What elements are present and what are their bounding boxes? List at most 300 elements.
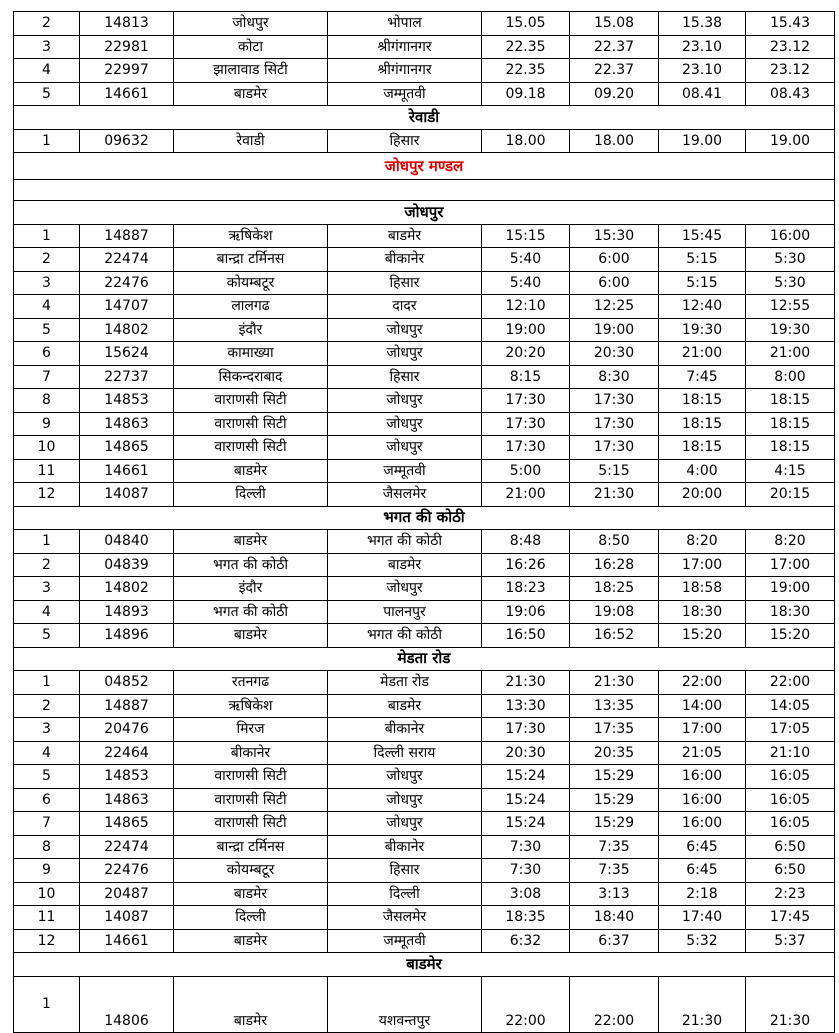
return-arrival-cell: 21:30 — [659, 976, 746, 1032]
departure-time-cell: 09.20 — [570, 82, 659, 106]
to-station-cell: हिसार — [328, 859, 482, 883]
to-station-cell: बीकानेर — [328, 835, 482, 859]
to-station-cell: बीकानेर — [328, 718, 482, 742]
serial-number-cell: 11 — [14, 459, 80, 483]
from-station-cell: कोटा — [174, 35, 328, 59]
from-station-cell: बाडमेर — [174, 530, 328, 554]
serial-number-cell: 5 — [14, 82, 80, 106]
departure-time-cell: 18.00 — [570, 129, 659, 153]
return-departure-cell: 19.00 — [746, 129, 835, 153]
train-number-cell: 14863 — [80, 412, 174, 436]
arrival-time-cell: 6:32 — [482, 929, 570, 953]
return-departure-cell: 5:30 — [746, 271, 835, 295]
serial-number-cell: 12 — [14, 483, 80, 507]
train-number-cell: 22476 — [80, 859, 174, 883]
from-station-cell: भगत की कोठी — [174, 553, 328, 577]
return-departure-cell: 6:50 — [746, 835, 835, 859]
serial-number-cell: 2 — [14, 694, 80, 718]
return-departure-cell: 14:05 — [746, 694, 835, 718]
departure-time-cell: 17:35 — [570, 718, 659, 742]
return-departure-cell: 17:00 — [746, 553, 835, 577]
from-station-cell: वाराणसी सिटी — [174, 436, 328, 460]
to-station-cell: बाडमेर — [328, 224, 482, 248]
arrival-time-cell: 22.35 — [482, 35, 570, 59]
return-arrival-cell: 20:00 — [659, 483, 746, 507]
serial-number-cell: 5 — [14, 765, 80, 789]
return-departure-cell: 21:30 — [746, 976, 835, 1032]
to-station-cell: जोधपुर — [328, 812, 482, 836]
to-station-cell: जोधपुर — [328, 389, 482, 413]
from-station-cell: बाडमेर — [174, 82, 328, 106]
return-departure-cell: 16:05 — [746, 765, 835, 789]
arrival-time-cell: 18.00 — [482, 129, 570, 153]
return-arrival-cell: 19:30 — [659, 318, 746, 342]
table-row — [14, 530, 835, 554]
table-row — [14, 553, 835, 577]
table-row — [14, 882, 835, 906]
return-arrival-cell: 5:32 — [659, 929, 746, 953]
departure-time-cell: 15.08 — [570, 12, 659, 36]
return-arrival-cell: 21:05 — [659, 741, 746, 765]
return-arrival-cell: 8:20 — [659, 530, 746, 554]
return-departure-cell: 12:55 — [746, 295, 835, 319]
arrival-time-cell: 18:23 — [482, 577, 570, 601]
station-heading: भगत की कोठी — [14, 506, 835, 530]
return-departure-cell: 18:30 — [746, 600, 835, 624]
return-departure-cell: 08.43 — [746, 82, 835, 106]
return-arrival-cell: 18:15 — [659, 412, 746, 436]
return-departure-cell: 18:15 — [746, 436, 835, 460]
from-station-cell: दिल्ली — [174, 906, 328, 930]
train-number-cell: 22464 — [80, 741, 174, 765]
departure-time-cell: 3:13 — [570, 882, 659, 906]
from-station-cell: जोधपुर — [174, 12, 328, 36]
from-station-cell: कामाख्या — [174, 342, 328, 366]
arrival-time-cell: 22:00 — [482, 976, 570, 1032]
table-row — [14, 436, 835, 460]
from-station-cell: ऋषिकेश — [174, 224, 328, 248]
serial-number-cell: 11 — [14, 906, 80, 930]
to-station-cell: बाडमेर — [328, 553, 482, 577]
departure-time-cell: 15:29 — [570, 765, 659, 789]
return-arrival-cell: 5:15 — [659, 248, 746, 272]
arrival-time-cell: 22.35 — [482, 59, 570, 83]
to-station-cell: जम्मूतवी — [328, 459, 482, 483]
station-heading: बाडमेर — [14, 953, 835, 977]
return-departure-cell: 23.12 — [746, 59, 835, 83]
arrival-time-cell: 17:30 — [482, 718, 570, 742]
to-station-cell: मेडता रोड — [328, 671, 482, 695]
train-number-cell: 09632 — [80, 129, 174, 153]
serial-number-cell: 1 — [14, 671, 80, 695]
return-arrival-cell: 5:15 — [659, 271, 746, 295]
table-row — [14, 224, 835, 248]
return-arrival-cell: 17:40 — [659, 906, 746, 930]
train-number-cell: 14707 — [80, 295, 174, 319]
table-row — [14, 59, 835, 83]
return-departure-cell: 16:05 — [746, 788, 835, 812]
from-station-cell: बाडमेर — [174, 459, 328, 483]
division-heading: जोधपुर मण्डल — [14, 153, 835, 180]
return-arrival-cell: 19.00 — [659, 129, 746, 153]
return-departure-cell: 19:30 — [746, 318, 835, 342]
train-number-cell: 14802 — [80, 577, 174, 601]
return-departure-cell: 17:45 — [746, 906, 835, 930]
return-departure-cell: 5:37 — [746, 929, 835, 953]
serial-number-cell: 8 — [14, 835, 80, 859]
serial-number-cell: 2 — [14, 553, 80, 577]
arrival-time-cell: 18:35 — [482, 906, 570, 930]
from-station-cell: बाडमेर — [174, 882, 328, 906]
to-station-cell: हिसार — [328, 129, 482, 153]
serial-number-cell: 5 — [14, 624, 80, 648]
from-station-cell: बान्द्रा टर्मिनस — [174, 835, 328, 859]
train-number-cell: 22737 — [80, 365, 174, 389]
station-heading-row — [14, 506, 835, 530]
station-heading-row — [14, 201, 835, 225]
serial-number-cell: 10 — [14, 436, 80, 460]
return-arrival-cell: 4:00 — [659, 459, 746, 483]
from-station-cell: वाराणसी सिटी — [174, 788, 328, 812]
return-departure-cell: 2:23 — [746, 882, 835, 906]
from-station-cell: कोयम्बटूर — [174, 271, 328, 295]
spacer-cell — [14, 180, 835, 201]
to-station-cell: जम्मूतवी — [328, 82, 482, 106]
departure-time-cell: 8:30 — [570, 365, 659, 389]
return-departure-cell: 8:20 — [746, 530, 835, 554]
arrival-time-cell: 15:24 — [482, 788, 570, 812]
train-number-cell: 14087 — [80, 906, 174, 930]
serial-number-cell: 7 — [14, 365, 80, 389]
train-number-cell: 04852 — [80, 671, 174, 695]
return-arrival-cell: 22:00 — [659, 671, 746, 695]
table-row — [14, 859, 835, 883]
serial-number-cell: 4 — [14, 600, 80, 624]
train-number-cell: 14802 — [80, 318, 174, 342]
serial-number-cell: 9 — [14, 859, 80, 883]
serial-number-cell: 1 — [14, 129, 80, 153]
table-row — [14, 271, 835, 295]
from-station-cell: इंदौर — [174, 577, 328, 601]
departure-time-cell: 18:40 — [570, 906, 659, 930]
spacer-row — [14, 180, 835, 201]
return-arrival-cell: 7:45 — [659, 365, 746, 389]
departure-time-cell: 17:30 — [570, 389, 659, 413]
departure-time-cell: 22.37 — [570, 35, 659, 59]
table-row — [14, 741, 835, 765]
departure-time-cell: 21:30 — [570, 483, 659, 507]
station-heading: रेवाडी — [14, 106, 835, 130]
station-heading-row — [14, 953, 835, 977]
arrival-time-cell: 21:00 — [482, 483, 570, 507]
station-heading: मेडता रोड — [14, 647, 835, 671]
to-station-cell: भगत की कोठी — [328, 624, 482, 648]
table-row — [14, 389, 835, 413]
from-station-cell: ऋषिकेश — [174, 694, 328, 718]
return-departure-cell: 21:00 — [746, 342, 835, 366]
arrival-time-cell: 19:00 — [482, 318, 570, 342]
table-row — [14, 248, 835, 272]
from-station-cell: वाराणसी सिटी — [174, 389, 328, 413]
from-station-cell: इंदौर — [174, 318, 328, 342]
serial-number-cell: 4 — [14, 59, 80, 83]
to-station-cell: जोधपुर — [328, 412, 482, 436]
train-number-cell: 22981 — [80, 35, 174, 59]
departure-time-cell: 8:50 — [570, 530, 659, 554]
departure-time-cell: 22:00 — [570, 976, 659, 1032]
return-departure-cell: 23.12 — [746, 35, 835, 59]
to-station-cell: जोधपुर — [328, 318, 482, 342]
arrival-time-cell: 5:40 — [482, 248, 570, 272]
return-arrival-cell: 16:00 — [659, 765, 746, 789]
to-station-cell: श्रीगंगानगर — [328, 59, 482, 83]
return-departure-cell: 15:20 — [746, 624, 835, 648]
serial-number-cell: 3 — [14, 271, 80, 295]
serial-number-cell: 5 — [14, 318, 80, 342]
table-row — [14, 459, 835, 483]
table-row — [14, 812, 835, 836]
serial-number-cell: 6 — [14, 342, 80, 366]
return-departure-cell: 15.43 — [746, 12, 835, 36]
departure-time-cell: 19:00 — [570, 318, 659, 342]
to-station-cell: जोधपुर — [328, 342, 482, 366]
serial-number-cell: 3 — [14, 718, 80, 742]
from-station-cell: बान्द्रा टर्मिनस — [174, 248, 328, 272]
train-number-cell: 14661 — [80, 82, 174, 106]
from-station-cell: कोयम्बटूर — [174, 859, 328, 883]
from-station-cell: सिकन्दराबाद — [174, 365, 328, 389]
arrival-time-cell: 15.05 — [482, 12, 570, 36]
return-arrival-cell: 21:00 — [659, 342, 746, 366]
return-arrival-cell: 16:00 — [659, 788, 746, 812]
arrival-time-cell: 09.18 — [482, 82, 570, 106]
return-arrival-cell: 15:45 — [659, 224, 746, 248]
table-row — [14, 788, 835, 812]
table-row — [14, 624, 835, 648]
return-arrival-cell: 2:18 — [659, 882, 746, 906]
return-arrival-cell: 6:45 — [659, 835, 746, 859]
arrival-time-cell: 5:00 — [482, 459, 570, 483]
to-station-cell: दादर — [328, 295, 482, 319]
serial-number-cell: 1 — [14, 976, 80, 1032]
station-heading: जोधपुर — [14, 201, 835, 225]
table-row — [14, 671, 835, 695]
return-departure-cell: 19:00 — [746, 577, 835, 601]
return-arrival-cell: 18:15 — [659, 389, 746, 413]
arrival-time-cell: 8:48 — [482, 530, 570, 554]
train-number-cell: 14813 — [80, 12, 174, 36]
return-departure-cell: 5:30 — [746, 248, 835, 272]
train-number-cell: 14893 — [80, 600, 174, 624]
from-station-cell: वाराणसी सिटी — [174, 765, 328, 789]
train-number-cell: 20476 — [80, 718, 174, 742]
return-departure-cell: 8:00 — [746, 365, 835, 389]
return-arrival-cell: 23.10 — [659, 59, 746, 83]
return-departure-cell: 16:00 — [746, 224, 835, 248]
arrival-time-cell: 8:15 — [482, 365, 570, 389]
to-station-cell: जोधपुर — [328, 577, 482, 601]
from-station-cell: रेवाडी — [174, 129, 328, 153]
train-number-cell: 14853 — [80, 389, 174, 413]
from-station-cell: झालावाड सिटी — [174, 59, 328, 83]
return-arrival-cell: 15:20 — [659, 624, 746, 648]
to-station-cell: दिल्ली सराय — [328, 741, 482, 765]
departure-time-cell: 6:00 — [570, 271, 659, 295]
serial-number-cell: 9 — [14, 412, 80, 436]
table-row — [14, 365, 835, 389]
arrival-time-cell: 15:24 — [482, 812, 570, 836]
to-station-cell: जोधपुर — [328, 765, 482, 789]
arrival-time-cell: 21:30 — [482, 671, 570, 695]
return-arrival-cell: 14:00 — [659, 694, 746, 718]
from-station-cell: रतनगढ — [174, 671, 328, 695]
table-row — [14, 765, 835, 789]
arrival-time-cell: 15:15 — [482, 224, 570, 248]
schedule-body — [14, 12, 835, 1033]
departure-time-cell: 19:08 — [570, 600, 659, 624]
serial-number-cell: 3 — [14, 577, 80, 601]
return-arrival-cell: 08.41 — [659, 82, 746, 106]
from-station-cell: लालगढ — [174, 295, 328, 319]
return-departure-cell: 4:15 — [746, 459, 835, 483]
arrival-time-cell: 15:24 — [482, 765, 570, 789]
to-station-cell: श्रीगंगानगर — [328, 35, 482, 59]
serial-number-cell: 8 — [14, 389, 80, 413]
table-row — [14, 35, 835, 59]
return-arrival-cell: 16:00 — [659, 812, 746, 836]
arrival-time-cell: 16:26 — [482, 553, 570, 577]
serial-number-cell: 2 — [14, 248, 80, 272]
serial-number-cell: 6 — [14, 788, 80, 812]
table-row — [14, 577, 835, 601]
arrival-time-cell: 5:40 — [482, 271, 570, 295]
train-number-cell: 14896 — [80, 624, 174, 648]
departure-time-cell: 16:28 — [570, 553, 659, 577]
arrival-time-cell: 3:08 — [482, 882, 570, 906]
train-number-cell: 22476 — [80, 271, 174, 295]
to-station-cell: जैसलमेर — [328, 906, 482, 930]
return-arrival-cell: 18:15 — [659, 436, 746, 460]
to-station-cell: दिल्ली — [328, 882, 482, 906]
to-station-cell: जैसलमेर — [328, 483, 482, 507]
arrival-time-cell: 16:50 — [482, 624, 570, 648]
train-number-cell: 14853 — [80, 765, 174, 789]
from-station-cell: वाराणसी सिटी — [174, 412, 328, 436]
departure-time-cell: 6:37 — [570, 929, 659, 953]
arrival-time-cell: 17:30 — [482, 412, 570, 436]
train-number-cell: 14865 — [80, 812, 174, 836]
to-station-cell: हिसार — [328, 271, 482, 295]
train-number-cell: 14887 — [80, 694, 174, 718]
arrival-time-cell: 20:20 — [482, 342, 570, 366]
from-station-cell: दिल्ली — [174, 483, 328, 507]
train-number-cell: 14661 — [80, 459, 174, 483]
to-station-cell: हिसार — [328, 365, 482, 389]
to-station-cell: भगत की कोठी — [328, 530, 482, 554]
departure-time-cell: 16:52 — [570, 624, 659, 648]
arrival-time-cell: 17:30 — [482, 436, 570, 460]
to-station-cell: जोधपुर — [328, 788, 482, 812]
departure-time-cell: 13:35 — [570, 694, 659, 718]
return-departure-cell: 21:10 — [746, 741, 835, 765]
return-arrival-cell: 17:00 — [659, 718, 746, 742]
serial-number-cell: 2 — [14, 12, 80, 36]
table-row — [14, 12, 835, 36]
serial-number-cell: 1 — [14, 224, 80, 248]
train-number-cell: 15624 — [80, 342, 174, 366]
arrival-time-cell: 7:30 — [482, 835, 570, 859]
return-departure-cell: 22:00 — [746, 671, 835, 695]
train-number-cell: 14087 — [80, 483, 174, 507]
departure-time-cell: 5:15 — [570, 459, 659, 483]
train-number-cell: 14661 — [80, 929, 174, 953]
return-departure-cell: 16:05 — [746, 812, 835, 836]
train-number-cell: 22474 — [80, 835, 174, 859]
departure-time-cell: 15:29 — [570, 812, 659, 836]
train-number-cell: 14887 — [80, 224, 174, 248]
to-station-cell: भोपाल — [328, 12, 482, 36]
table-row — [14, 483, 835, 507]
table-row — [14, 342, 835, 366]
departure-time-cell: 20:30 — [570, 342, 659, 366]
from-station-cell: वाराणसी सिटी — [174, 812, 328, 836]
departure-time-cell: 7:35 — [570, 835, 659, 859]
departure-time-cell: 15:30 — [570, 224, 659, 248]
table-row — [14, 129, 835, 153]
table-row — [14, 600, 835, 624]
to-station-cell: यशवन्तपुर — [328, 976, 482, 1032]
table-row — [14, 976, 835, 1032]
table-row — [14, 906, 835, 930]
train-number-cell: 14806 — [80, 976, 174, 1032]
arrival-time-cell: 20:30 — [482, 741, 570, 765]
departure-time-cell: 15:29 — [570, 788, 659, 812]
table-row — [14, 929, 835, 953]
serial-number-cell: 3 — [14, 35, 80, 59]
serial-number-cell: 1 — [14, 530, 80, 554]
train-number-cell: 22474 — [80, 248, 174, 272]
serial-number-cell: 4 — [14, 741, 80, 765]
from-station-cell: भगत की कोठी — [174, 600, 328, 624]
to-station-cell: बाडमेर — [328, 694, 482, 718]
arrival-time-cell: 17:30 — [482, 389, 570, 413]
train-number-cell: 04840 — [80, 530, 174, 554]
departure-time-cell: 7:35 — [570, 859, 659, 883]
train-schedule-table — [13, 11, 835, 1033]
arrival-time-cell: 13:30 — [482, 694, 570, 718]
return-arrival-cell: 6:45 — [659, 859, 746, 883]
departure-time-cell: 21:30 — [570, 671, 659, 695]
departure-time-cell: 20:35 — [570, 741, 659, 765]
return-departure-cell: 18:15 — [746, 412, 835, 436]
return-departure-cell: 17:05 — [746, 718, 835, 742]
train-number-cell: 20487 — [80, 882, 174, 906]
serial-number-cell: 4 — [14, 295, 80, 319]
return-arrival-cell: 17:00 — [659, 553, 746, 577]
arrival-time-cell: 19:06 — [482, 600, 570, 624]
return-arrival-cell: 15.38 — [659, 12, 746, 36]
departure-time-cell: 6:00 — [570, 248, 659, 272]
from-station-cell: मिरज — [174, 718, 328, 742]
table-row — [14, 82, 835, 106]
to-station-cell: जोधपुर — [328, 436, 482, 460]
from-station-cell: बाडमेर — [174, 976, 328, 1032]
arrival-time-cell: 7:30 — [482, 859, 570, 883]
table-row — [14, 412, 835, 436]
return-departure-cell: 18:15 — [746, 389, 835, 413]
station-heading-row — [14, 106, 835, 130]
return-arrival-cell: 12:40 — [659, 295, 746, 319]
